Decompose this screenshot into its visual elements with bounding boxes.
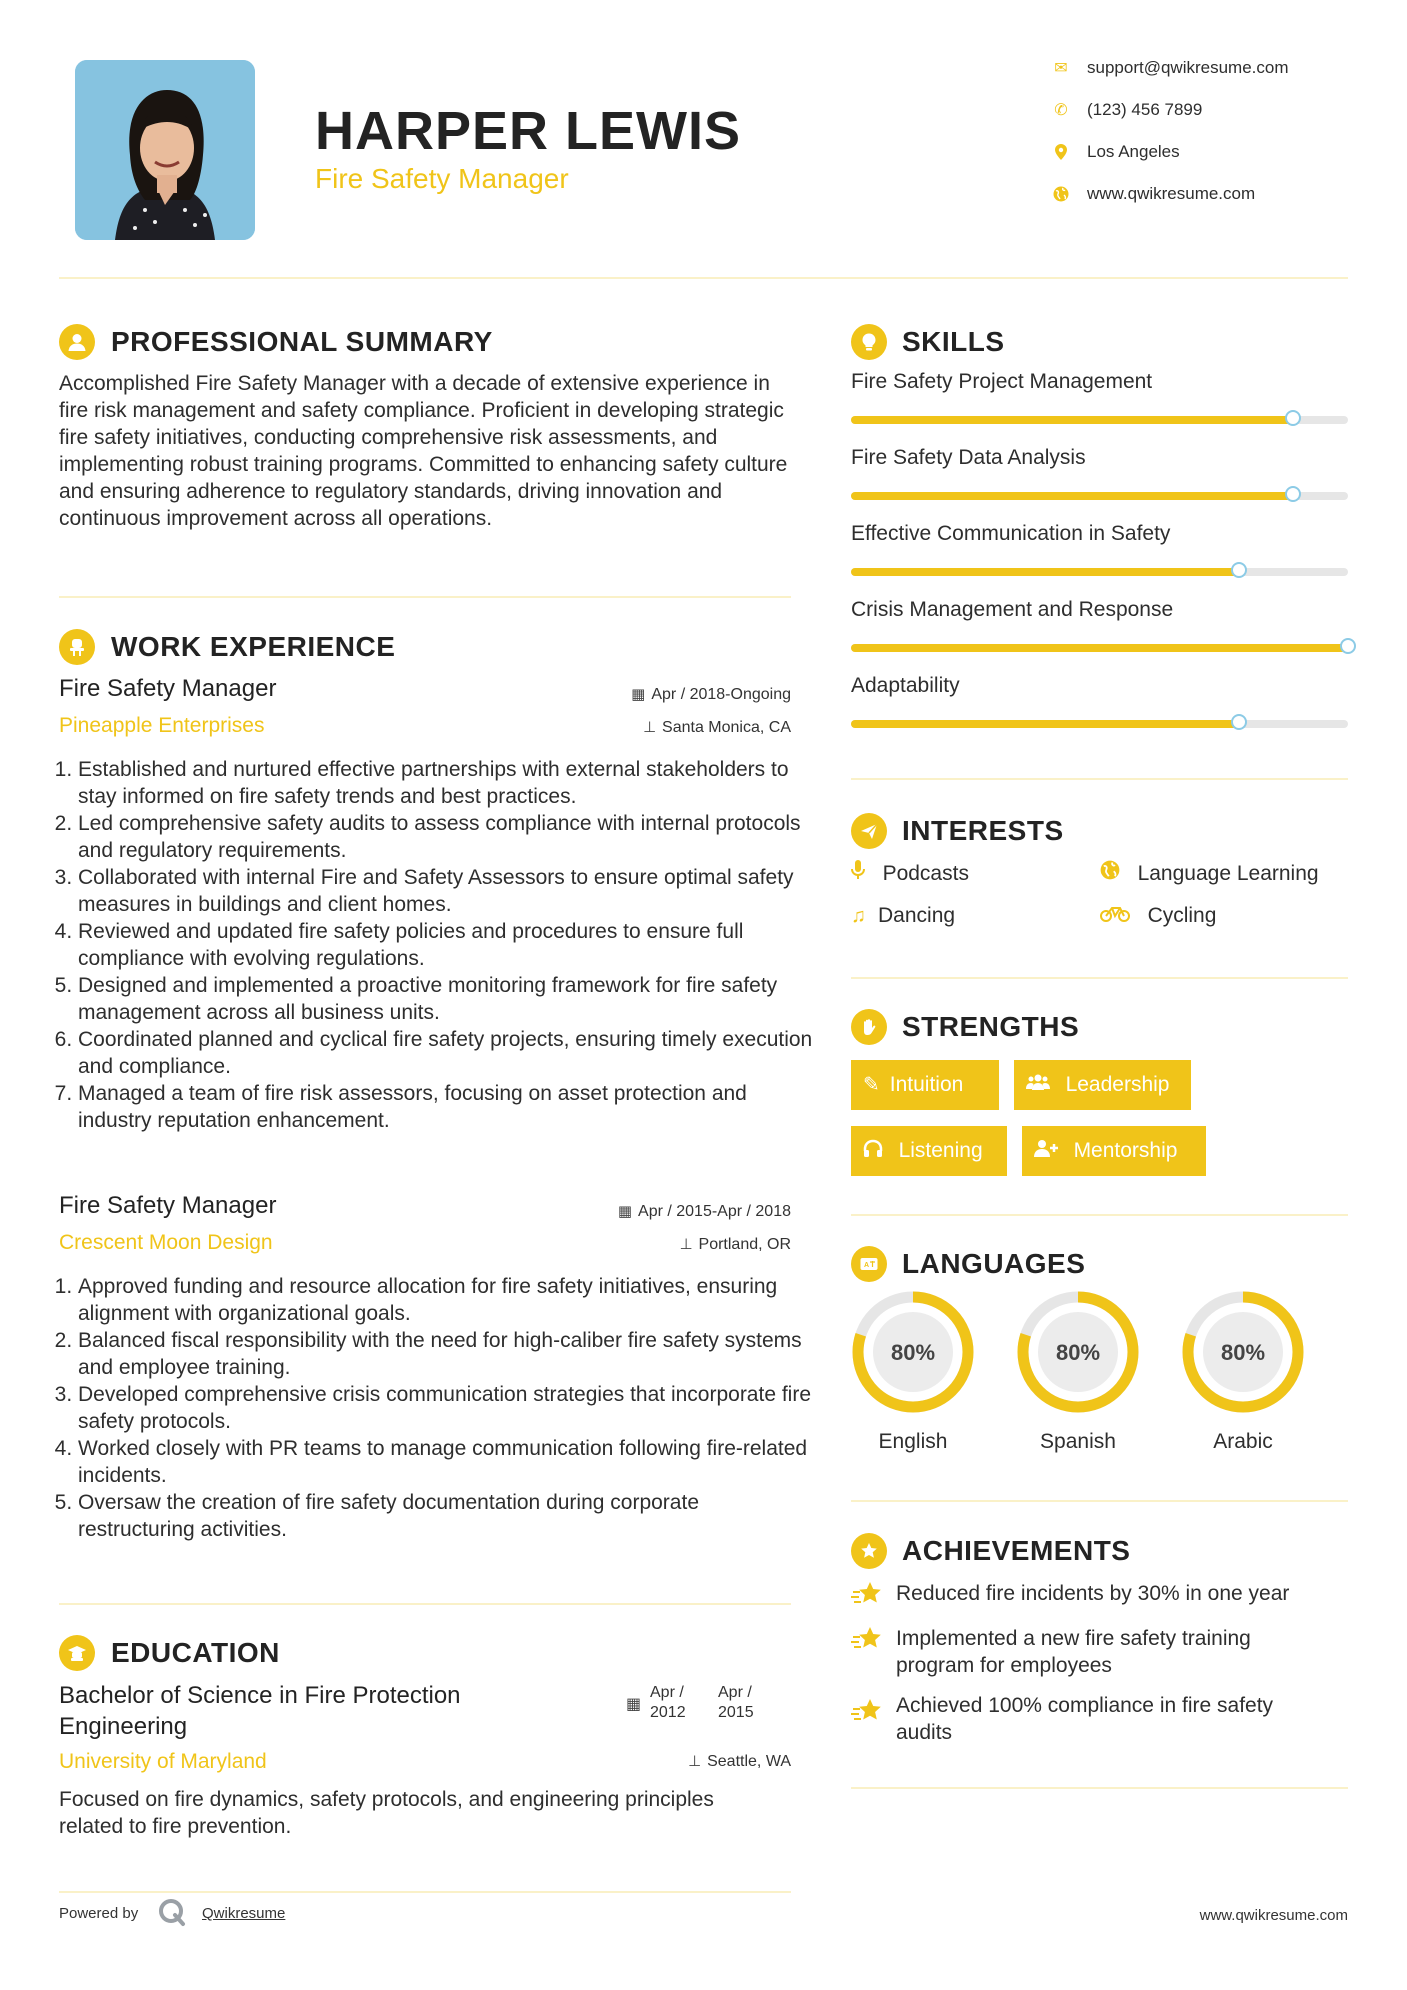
job-dates: [618, 1202, 791, 1221]
medal-icon: [851, 1533, 887, 1569]
end-month: Apr /: [718, 1684, 752, 1701]
language-percent: 80%: [1055, 1340, 1101, 1365]
music-note-icon: ♫: [851, 905, 866, 927]
candidate-name: HARPER LEWIS: [315, 101, 742, 161]
summary-divider: [59, 596, 791, 598]
job-company: Crescent Moon Design: [59, 1231, 273, 1254]
skills-heading: SKILLS: [902, 326, 1005, 357]
language-icon: [851, 1246, 887, 1282]
skills-divider: [851, 778, 1348, 780]
headphones-icon: [863, 1140, 889, 1162]
contact-phone[interactable]: [1052, 100, 1352, 126]
education-heading: EDUCATION: [111, 1637, 280, 1668]
skill-bar: [851, 644, 1348, 652]
skill-bar: [851, 568, 1348, 576]
achievement-text: Reduced fire incidents by 30% in one year: [896, 1582, 1290, 1605]
skill-bar: [851, 720, 1348, 728]
language-name: English: [878, 1430, 948, 1453]
globe-icon: [1052, 186, 1070, 204]
education-divider: [59, 1891, 791, 1893]
language-ring: [1016, 1290, 1140, 1414]
skill-label: Crisis Management and Response: [851, 598, 1174, 621]
job-dates-text: Apr / 2015-Apr / 2018: [638, 1203, 791, 1220]
list-item: 4. Reviewed and updated fire safety policies and procedures to ensure full compliance with evolving regulations.: [78, 918, 818, 972]
list-item: 3. Collaborated with internal Fire and Safety Assessors to ensure optimal safety measures in buildings and client homes.: [78, 864, 818, 918]
contact-phone-text: (123) 456 7899: [1087, 100, 1203, 119]
list-item: 3. Developed comprehensive crisis communication strategies that incorporate fire safety protocols.: [78, 1381, 818, 1435]
interest-item: [1100, 904, 1216, 928]
achievement-text: Achieved 100% compliance in fire safety audits: [896, 1694, 1274, 1744]
pushpin-icon: ⊥: [688, 1753, 702, 1770]
candidate-role: Fire Safety Manager: [315, 163, 569, 194]
user-plus-icon: [1034, 1140, 1064, 1162]
list-item: 5. Designed and implemented a proactive monitoring framework for fire safety management across all business units.: [78, 972, 818, 1026]
skill-bar-knob: [1231, 714, 1247, 730]
skill-bar: [851, 492, 1348, 500]
language-name: Spanish: [1040, 1430, 1116, 1453]
language-ring: [851, 1290, 975, 1414]
contact-location-text: Los Angeles: [1087, 142, 1180, 161]
contact-website[interactable]: [1052, 184, 1352, 210]
skill-label: Fire Safety Data Analysis: [851, 446, 1086, 469]
skill-label: Effective Communication in Safety: [851, 522, 1171, 545]
list-item: 5. Oversaw the creation of fire safety documentation during corporate restructuring activities.: [78, 1489, 818, 1543]
interest-item: [851, 904, 955, 928]
job-title: Fire Safety Manager: [59, 1192, 277, 1219]
degree-title: [59, 1680, 461, 1742]
strength-tag: [1022, 1126, 1206, 1176]
education-description: Focused on fire dynamics, safety protocols, and engineering principles related to fire prevention.: [59, 1788, 714, 1838]
skill-label: Adaptability: [851, 674, 960, 697]
job-location-text: Portland, OR: [698, 1236, 791, 1253]
microphone-icon: [851, 863, 871, 885]
job-location: [643, 718, 791, 737]
svg-text:A: A: [864, 1262, 870, 1269]
degree-title-line: Bachelor of Science in Fire Protection: [59, 1682, 461, 1709]
strength-label: Leadership: [1065, 1073, 1170, 1096]
skill-bar-fill: [851, 492, 1293, 500]
skill-bar-knob: [1231, 562, 1247, 578]
phone-icon: ✆: [1054, 102, 1068, 119]
group-icon: [1026, 1074, 1056, 1096]
list-item: 1. Established and nurtured effective partnerships with external stakeholders to stay informed on fire safety trends and best practices.: [78, 756, 818, 810]
list-item: 2. Led comprehensive safety audits to assess compliance with internal protocols and regulatory requirements.: [78, 810, 818, 864]
strength-label: Intuition: [889, 1073, 964, 1096]
map-pin-icon: [1052, 144, 1070, 162]
interest-label: Dancing: [878, 904, 956, 927]
education-location: [688, 1752, 791, 1771]
start-year: 2012: [650, 1704, 686, 1721]
chair-icon: [59, 629, 95, 665]
languages-heading: LANGUAGES: [902, 1248, 1086, 1279]
header-divider: [59, 277, 1348, 279]
star-icon: [851, 1625, 883, 1655]
job-duties-list: [58, 756, 818, 1134]
qwikresume-link[interactable]: Qwikresume: [202, 1905, 286, 1922]
strength-tag: [851, 1060, 999, 1110]
skill-bar-fill: [851, 568, 1239, 576]
language-percent: 80%: [890, 1340, 936, 1365]
lightbulb-icon: [851, 324, 887, 360]
school-name: University of Maryland: [59, 1750, 267, 1773]
interest-label: Language Learning: [1137, 862, 1319, 885]
interest-label: Podcasts: [882, 862, 969, 885]
job-title: Fire Safety Manager: [59, 675, 277, 702]
start-month: Apr /: [650, 1684, 684, 1701]
strength-tag: [851, 1126, 1007, 1176]
education-location-text: Seattle, WA: [707, 1753, 791, 1770]
footer-website[interactable]: www.qwikresume.com: [1199, 1907, 1348, 1924]
user-icon: [59, 324, 95, 360]
job-location: [679, 1235, 791, 1254]
language-name: Arabic: [1213, 1430, 1273, 1453]
contact-location: [1052, 142, 1352, 168]
skill-bar: [851, 416, 1348, 424]
contact-website-text: www.qwikresume.com: [1087, 184, 1256, 203]
interest-label: Cycling: [1147, 904, 1217, 927]
experience-divider: [59, 1603, 791, 1605]
degree-title-line: Engineering: [59, 1713, 188, 1740]
achievements-heading: ACHIEVEMENTS: [902, 1535, 1131, 1566]
achievement-text: Implemented a new fire safety training program for employees: [896, 1627, 1251, 1677]
list-item: 1. Approved funding and resource allocation for fire safety initiatives, ensuring alignment with organizational goals.: [78, 1273, 818, 1327]
list-item: 6. Coordinated planned and cyclical fire safety projects, ensuring timely execution and compliance.: [78, 1026, 818, 1080]
bicycle-icon: [1100, 905, 1136, 927]
pushpin-icon: ⊥: [642, 719, 657, 736]
job-dates-text: Apr / 2018-Ongoing: [651, 686, 791, 703]
interests-divider: [851, 977, 1348, 979]
interests-heading: INTERESTS: [902, 815, 1064, 846]
powered-by-label: Powered by: [59, 1905, 139, 1922]
strengths-divider: [851, 1214, 1348, 1216]
paper-plane-icon: [851, 813, 887, 849]
education-start-date: [650, 1683, 686, 1723]
hand-icon: [851, 1009, 887, 1045]
pushpin-icon: ⊥: [679, 1236, 693, 1253]
interest-item: [851, 860, 969, 886]
language-percent: 80%: [1220, 1340, 1266, 1365]
summary-heading: PROFESSIONAL SUMMARY: [111, 326, 493, 357]
envelope-icon: ✉: [1054, 60, 1068, 77]
experience-heading: WORK EXPERIENCE: [111, 631, 396, 662]
end-year: 2015: [718, 1704, 754, 1721]
list-item: 4. Worked closely with PR teams to manage communication following fire-related incidents.: [78, 1435, 818, 1489]
graduate-icon: [59, 1635, 95, 1671]
education-end-date: [718, 1683, 754, 1723]
strength-label: Listening: [898, 1139, 983, 1162]
calendar-icon: ▦: [626, 1696, 642, 1713]
language-ring: [1181, 1290, 1305, 1414]
skill-bar-fill: [851, 416, 1293, 424]
summary-text: Accomplished Fire Safety Manager with a decade of extensive experience in fire risk management and safety compliance. Proficient in developing strategic fire safety initiatives, conducting comprehensive risk assessments, and implementing robust training programs. Committed to enhancing safety culture and ensuring adherence to regulatory standards, driving innovation and continuous improvement across all operations.: [59, 372, 788, 530]
skill-bar-knob: [1285, 410, 1301, 426]
calendar-icon: ▦: [617, 1203, 633, 1220]
contact-email[interactable]: [1052, 58, 1352, 84]
strengths-heading: STRENGTHS: [902, 1011, 1080, 1042]
job-company: Pineapple Enterprises: [59, 714, 265, 737]
skill-bar-fill: [851, 644, 1348, 652]
job-duties-list: [58, 1273, 818, 1543]
qwikresume-logo-icon: [157, 1897, 187, 1927]
skill-bar-fill: [851, 720, 1239, 728]
job-location-text: Santa Monica, CA: [662, 719, 791, 736]
achievements-divider: [851, 1787, 1348, 1789]
profile-photo: [75, 60, 255, 240]
languages-divider: [851, 1500, 1348, 1502]
list-item: 2. Balanced fiscal responsibility with the need for high-caliber fire safety systems and employee training.: [78, 1327, 818, 1381]
strength-tag: [1014, 1060, 1191, 1110]
calendar-icon: ▦: [631, 686, 646, 703]
skill-label: Fire Safety Project Management: [851, 370, 1153, 393]
list-item: 7. Managed a team of fire risk assessors, focusing on asset protection and industry reputation enhancement.: [78, 1080, 818, 1134]
star-icon: [851, 1697, 883, 1727]
globe-icon: [1100, 863, 1126, 885]
strength-label: Mentorship: [1073, 1139, 1178, 1162]
interest-item: [1100, 860, 1319, 886]
skill-bar-knob: [1285, 486, 1301, 502]
skill-bar-knob: [1340, 638, 1356, 654]
job-dates: [631, 685, 791, 704]
star-icon: [851, 1580, 883, 1610]
contact-email-text: support@qwikresume.com: [1087, 58, 1289, 77]
magic-wand-icon: ✎: [863, 1074, 880, 1096]
